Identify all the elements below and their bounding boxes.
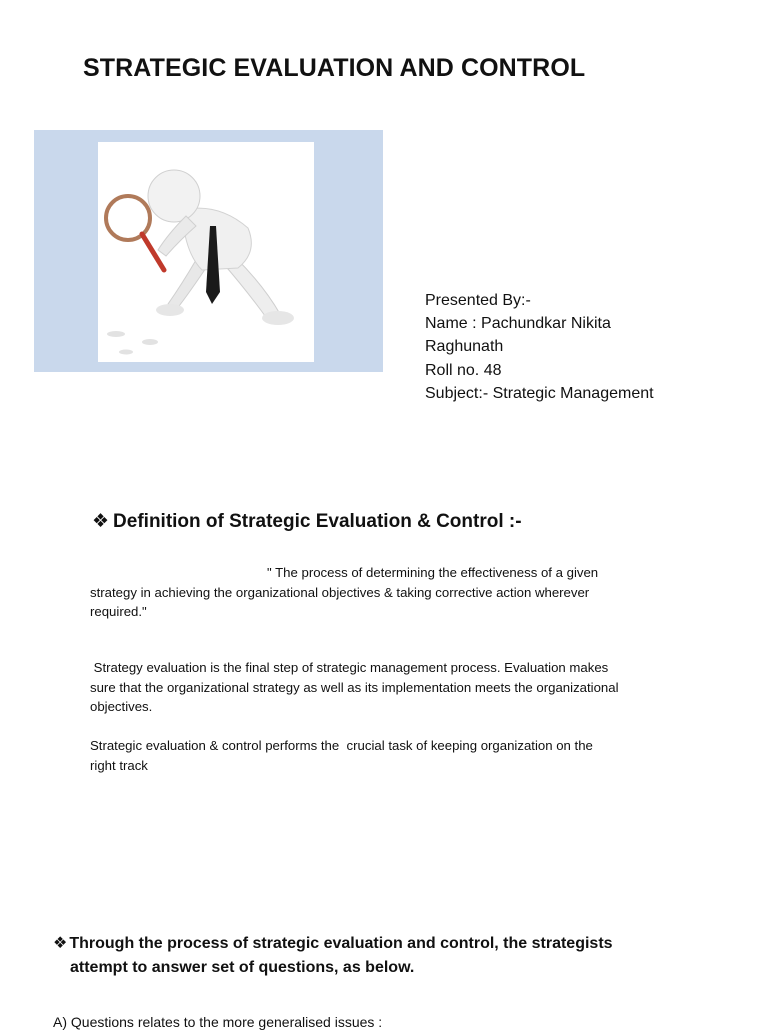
quote-line1: " The process of determining the effectiveness of a given: [267, 565, 599, 580]
definition-heading-text: Definition of Strategic Evaluation & Control :-: [113, 511, 522, 532]
questions-subheading: A) Questions relates to the more generalised issues :: [53, 1014, 383, 1030]
diamond-bullet-icon: ❖: [53, 935, 68, 952]
diamond-bullet-icon: ❖: [92, 511, 110, 532]
definition-heading: [92, 510, 522, 533]
para3-line1: Strategic evaluation & control performs the crucial task of keeping organization on the: [90, 738, 593, 753]
strategy-evaluation-paragraph: [90, 658, 710, 717]
illustration-panel: [98, 142, 314, 362]
presenter-name-line1: Name : Pachundkar Nikita: [425, 315, 611, 333]
magnifying-glass-figure-icon: [98, 142, 314, 362]
through-line2: attempt to answer set of questions, as below.: [70, 959, 415, 976]
para2-line3: objectives.: [90, 699, 153, 714]
roll-number: Roll no. 48: [425, 361, 502, 379]
evaluation-control-paragraph: [90, 736, 710, 775]
presenter-info: [425, 289, 654, 405]
quote-line2: strategy in achieving the organizational objectives & taking corrective action wherever: [90, 584, 590, 600]
definition-quote: [90, 563, 710, 622]
para3-line2: right track: [90, 757, 148, 773]
para2-line2: sure that the organizational strategy as well as its implementation meets the organizational: [90, 679, 619, 695]
through-line1: Through the process of strategic evaluation and control, the strategists: [69, 935, 613, 952]
presenter-name-line2: Raghunath: [425, 338, 504, 356]
para2-line1: Strategy evaluation is the final step of strategic management process. Evaluation makes: [90, 660, 609, 675]
presented-by-label: Presented By:-: [425, 292, 531, 309]
subject: Subject:- Strategic Management: [425, 384, 654, 402]
through-process-heading: [53, 932, 753, 980]
quote-line3: required.": [90, 604, 147, 619]
page-title: STRATEGIC EVALUATION AND CONTROL: [83, 54, 586, 82]
illustration: [34, 130, 383, 372]
